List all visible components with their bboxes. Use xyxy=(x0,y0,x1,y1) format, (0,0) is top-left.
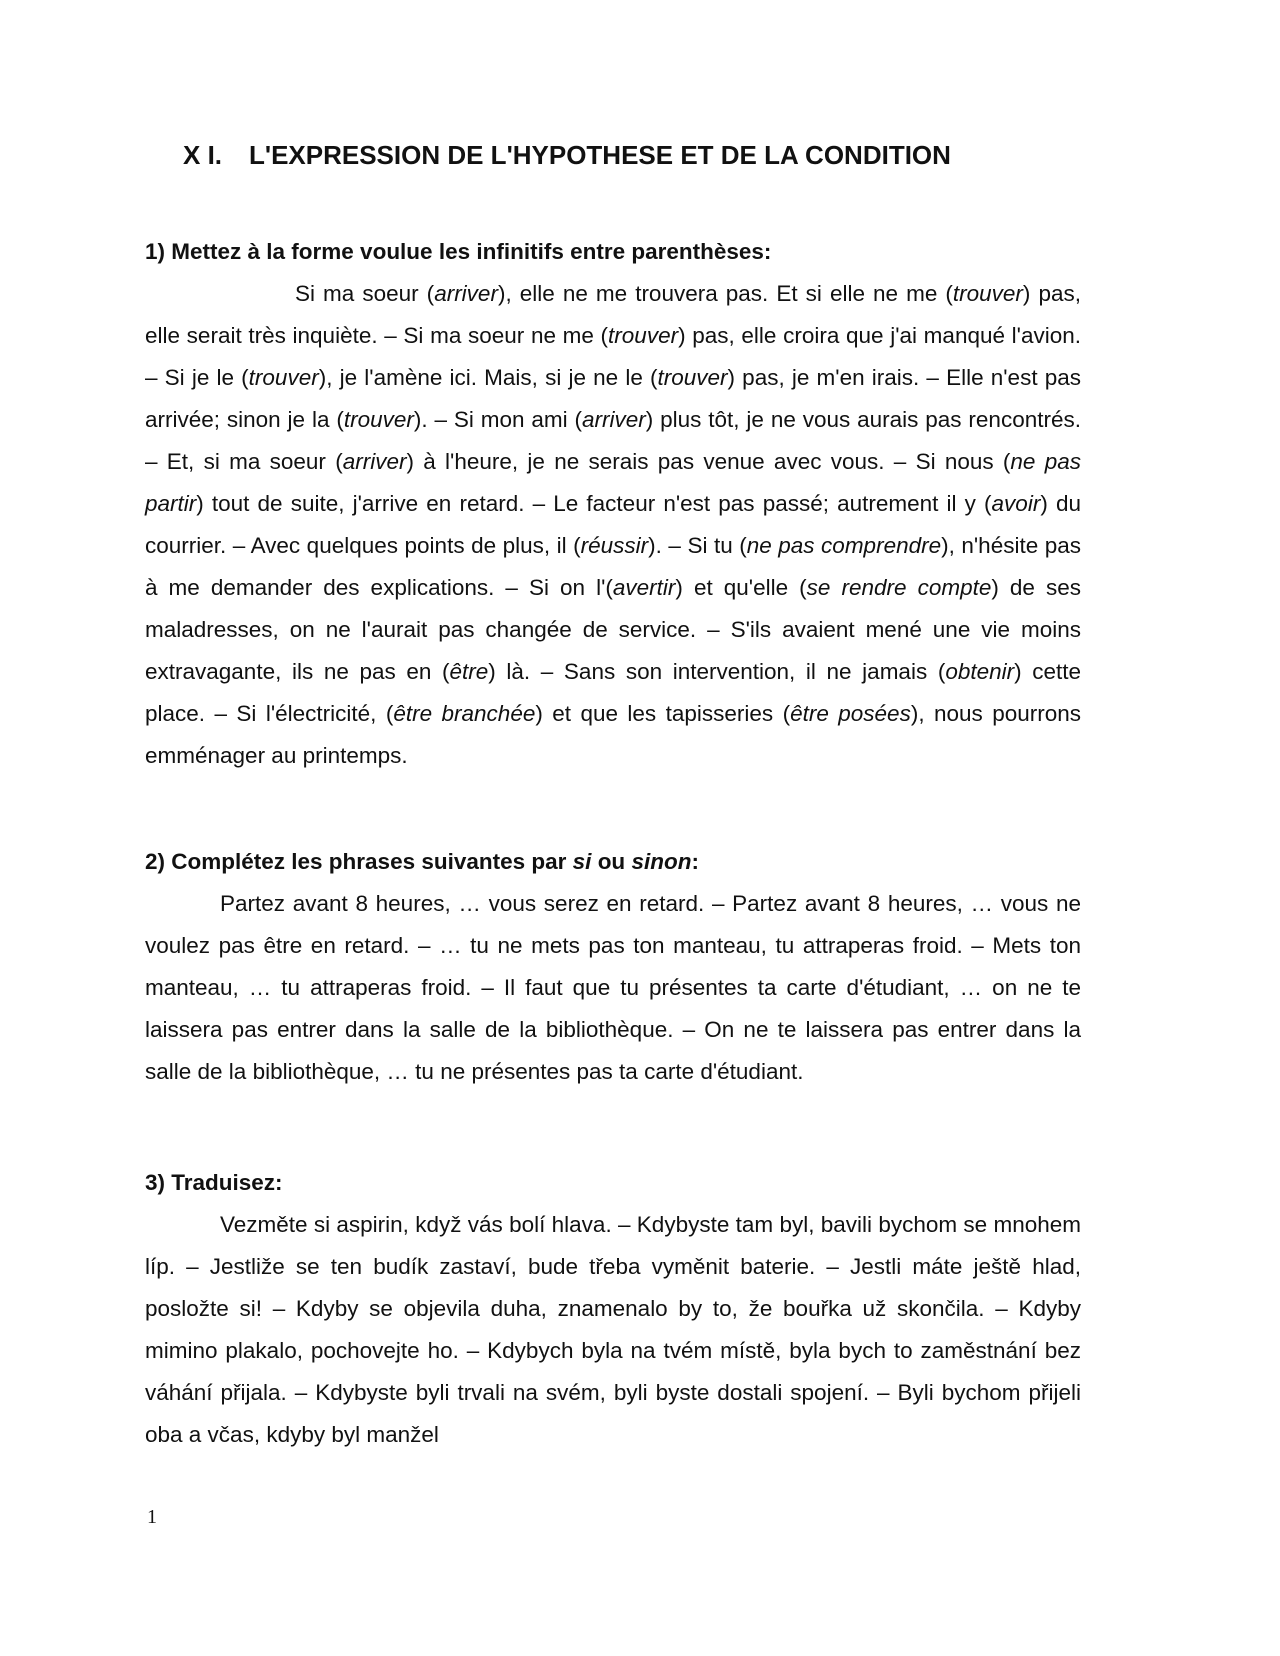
text-run: ou xyxy=(591,849,632,874)
italic-term: être xyxy=(449,659,489,684)
text-run: Vezměte si aspirin, když vás bolí hlava. – Kdybyste tam byl, bavili bychom se mnohem líp. – Jestliže se ten budík zastaví, bude třeba vyměnit baterie. – Jestli máte ještě hlad, posložte si! – Kdyby se objevila duha, znamenalo by to, že bouřka už skončila. – Kdyby mimino plakalo, pochovejte ho. – Kdybych byla na tvém místě, byla bych to zaměstnání bez váhání přijala. – Kdybyste byli trvali na svém, byli byste dostali spojení. – Byli bychom přijeli oba a včas, kdyby byl manžel xyxy=(145,1212,1081,1447)
italic-term: trouver xyxy=(343,407,414,432)
italic-term: avoir xyxy=(991,491,1041,516)
text-run: ) là. – Sans son intervention, il ne jamais ( xyxy=(488,659,946,684)
italic-term: obtenir xyxy=(945,659,1015,684)
italic-term: arriver xyxy=(342,449,407,474)
text-run: ), n'hésite pas à me demander des explications. – Si on l'( xyxy=(145,533,1082,600)
exercise-3-heading: 3) Traduisez: xyxy=(145,1170,283,1195)
text-run: ). – Si tu ( xyxy=(648,533,747,558)
italic-term: ne pas comprendre xyxy=(746,533,942,558)
text-run: ) plus tôt, je ne vous aurais pas rencontrés. – Et, si ma soeur ( xyxy=(145,407,1081,474)
text-run: ), je l'amène ici. Mais, si je ne le ( xyxy=(318,365,658,390)
italic-term: trouver xyxy=(952,281,1023,306)
text-run: ) cette place. – Si l'électricité, ( xyxy=(145,659,1082,726)
exercise-2 xyxy=(145,841,1081,1093)
text-run: ) de ses maladresses, on ne l'aurait pas changée de service. – S'ils avaient mené une vie moins extravagante, ils ne pas en ( xyxy=(145,575,1081,684)
text-run: ), elle ne me trouvera pas. Et si elle ne me ( xyxy=(497,281,953,306)
italic-term: trouver xyxy=(248,365,319,390)
italic-term: trouver xyxy=(657,365,728,390)
exercise-1-text xyxy=(145,273,1081,777)
text-run: 2) Complétez les phrases suivantes par xyxy=(145,849,573,874)
italic-term: ne pas partir xyxy=(145,449,1082,516)
italic-term: si xyxy=(572,849,592,874)
page-title xyxy=(183,140,951,171)
italic-term: arriver xyxy=(582,407,646,432)
italic-term: être posées xyxy=(790,701,911,726)
exercise-2-text xyxy=(145,883,1081,1093)
page-number: 1 xyxy=(147,1506,157,1528)
text-run: ) pas, elle serait très inquiète. – Si ma soeur ne me ( xyxy=(145,281,1081,348)
exercise-1-heading: 1) Mettez à la forme voulue les infinitifs entre parenthèses: xyxy=(145,239,772,264)
italic-term: réussir xyxy=(580,533,649,558)
chapter-number: X I. xyxy=(183,140,223,170)
text-run: ), nous pourrons emménager au printemps. xyxy=(145,701,1082,768)
italic-term: arriver xyxy=(434,281,498,306)
exercise-2-heading xyxy=(145,841,1081,883)
text-run: ). – Si mon ami ( xyxy=(413,407,583,432)
chapter-title: L'EXPRESSION DE L'HYPOTHESE ET DE LA CONDITION xyxy=(249,140,951,170)
italic-term: sinon xyxy=(631,849,692,874)
text-run: ) à l'heure, je ne serais pas venue avec vous. – Si nous ( xyxy=(406,449,1011,474)
text-run: ) et qu'elle ( xyxy=(675,575,807,600)
text-run: Partez avant 8 heures, … vous serez en retard. – Partez avant 8 heures, … vous ne voulez pas être en retard. – … tu ne mets pas ton manteau, tu attraperas froid. – Mets ton manteau, … tu attraperas froid. – Il faut que tu présentes ta carte d'étudiant, … on ne te laissera pas entrer dans la salle de la bibliothèque. – On ne te laissera pas entrer dans la salle de la bibliothèque, … tu ne présentes pas ta carte d'étudiant. xyxy=(145,891,1081,1084)
italic-term: trouver xyxy=(608,323,679,348)
text-run: ) tout de suite, j'arrive en retard. – Le facteur n'est pas passé; autrement il y ( xyxy=(196,491,992,516)
italic-term: avertir xyxy=(612,575,676,600)
exercise-3 xyxy=(145,1162,1081,1456)
text-run: Si ma soeur ( xyxy=(295,281,435,306)
text-run: ) et que les tapisseries ( xyxy=(535,701,791,726)
exercise-1 xyxy=(145,231,1081,777)
text-run: ) pas, elle croira que j'ai manqué l'avion. – Si je le ( xyxy=(145,323,1081,390)
exercise-3-text xyxy=(145,1204,1081,1456)
italic-term: être branchée xyxy=(393,701,536,726)
text-run: : xyxy=(691,849,699,874)
italic-term: se rendre compte xyxy=(806,575,992,600)
text-run: ) du courrier. – Avec quelques points de plus, il ( xyxy=(145,491,1081,558)
text-run: ) pas, je m'en irais. – Elle n'est pas arrivée; sinon je la ( xyxy=(145,365,1082,432)
